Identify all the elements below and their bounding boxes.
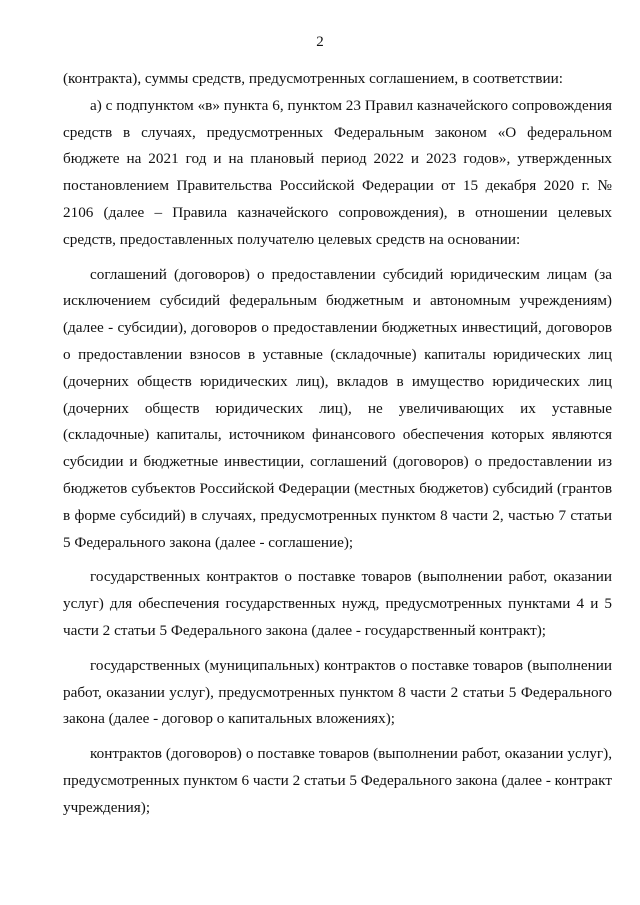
paragraph-contract-sums: (контракта), суммы средств, предусмотренных соглашением, в соответствии: — [63, 70, 563, 87]
paragraph-agreements-subsidies: соглашений (договоров) о предоставлении субсидий юридическим лицам (за исключением субсидий федеральным бюджетным и автономным учреждениям) (далее - субсидии), договоров о предоставлении бюджетных инвестиций, договоров о предоставлении взносов в уставные (складочные) капиталы юридических лиц (дочерних обществ юридических лиц), вкладов в имущество юридических лиц (дочерних обществ юридических лиц), не увеличивающих их уставные (складочные) капиталы, источником финансового обеспечения которых являются субсидии и бюджетные инвестиции, соглашений (договоров) о предоставлении из бюджетов субъектов Российской Федерации (местных бюджетов) субсидий (грантов в форме субсидий) в случаях, предусмотренных пунктом 8 части 2, частью 7 статьи 5 Федерального закона (далее - соглашение); — [63, 265, 612, 551]
paragraph-institution-contracts: контрактов (договоров) о поставке товаров (выполнении работ, оказании услуг), предусмотренных пунктом 6 части 2 статьи 5 Федерального закона (далее - контракт учреждения); — [63, 745, 612, 816]
document-body — [63, 66, 612, 822]
paragraph-state-contracts: государственных контрактов о поставке товаров (выполнении работ, оказании услуг) для обеспечения государственных нужд, предусмотренных пунктами 4 и 5 части 2 статьи 5 Федерального закона (далее - государственный контракт); — [63, 568, 612, 639]
paragraph-subpoint-a: а) с подпунктом «в» пункта 6, пунктом 23 Правил казначейского сопровождения средств в случаях, предусмотренных Федеральным законом «О федеральном бюджете на 2021 год и на плановый период 2022 и 2023 годов», утвержденных постановлением Правительства Российской Федерации от 15 декабря 2020 г. № 2106 (далее – Правила казначейского сопровождения), в отношении целевых средств, предоставленных получателю целевых средств на основании: — [63, 96, 612, 248]
page-number: 2 — [316, 34, 324, 50]
paragraph-municipal-contracts: государственных (муниципальных) контрактов о поставке товаров (выполнении работ, оказании услуг), предусмотренных пунктом 8 части 2 статьи 5 Федерального закона (далее - договор о капитальных вложениях); — [63, 656, 612, 728]
